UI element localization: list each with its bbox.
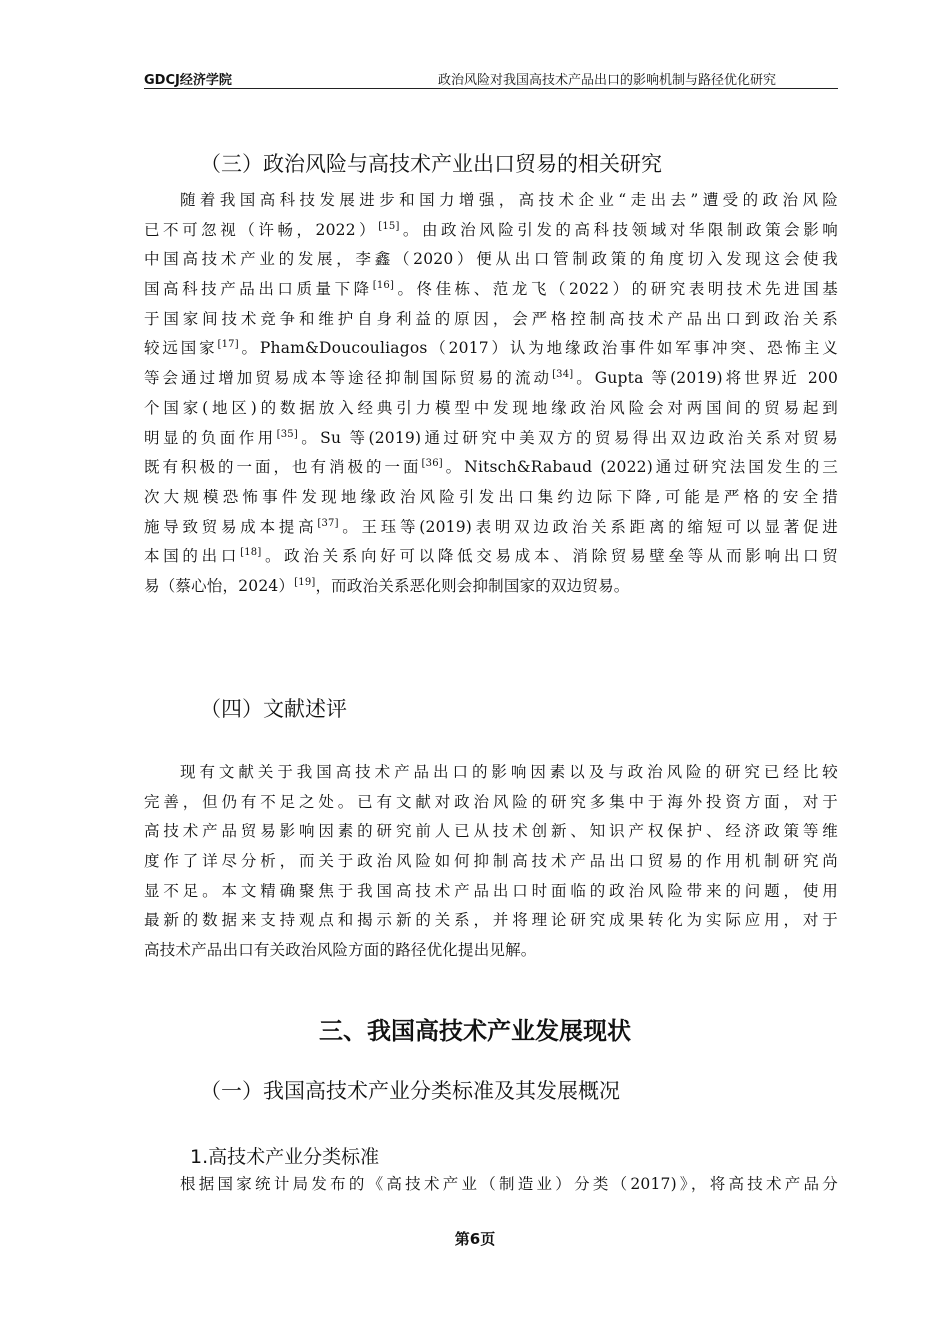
text-line: 最新的数据来支持观点和揭示新的关系，并将理论研究成果转化为实际应用，对于 [144, 911, 838, 930]
text-line [144, 364, 838, 394]
text-line [144, 216, 838, 246]
text-segment: 既有积极的一面，也有消极的一面 [144, 458, 422, 477]
citation-ref: [16] [372, 279, 395, 291]
text-segment: 中国高技术产业的发展，李鑫（2020）便从出口管制政策的角度切入发现这会使我 [144, 250, 838, 269]
text-segment: 。由政治风险引发的高科技领域对华限制政策会影响 [399, 220, 838, 239]
text-segment: 本国的出口 [144, 547, 241, 566]
text-line [144, 513, 838, 543]
text-line: 显不足。本文精确聚焦于我国高技术产品出口时面临的政治风险带来的问题，使用 [144, 881, 838, 900]
citation-ref: [35] [276, 428, 298, 440]
citation-ref: [18] [240, 547, 262, 559]
citation-ref: [15] [378, 220, 400, 232]
citation-ref: [36] [421, 458, 443, 470]
citation-ref: [37] [317, 517, 339, 529]
chapter-3-paragraph [144, 1170, 838, 1200]
text-line [144, 483, 838, 513]
text-segment: 。Nitsch&Rabaud (2022)通过研究法国发生的三 [442, 458, 838, 477]
text-line: 根据国家统计局发布的《高技术产业（制造业）分类（2017)》，将高技术产品分 [180, 1175, 838, 1193]
text-line [144, 245, 838, 275]
text-line [144, 334, 838, 364]
text-segment: 随着我国高科技发展进步和国力增强，高技术企业“走出去”遭受的政治风险 [180, 191, 838, 209]
text-segment: 次大规模恐怖事件发现地缘政治风险引发出口集约边际下降,可能是严格的安全措 [144, 487, 838, 506]
text-segment: 。Pham&Doucouliagos（2017）认为地缘政治事件如军事冲突、恐怖主义 [238, 339, 838, 358]
text-line: 高技术产品贸易影响因素的研究前人已从技术创新、知识产权保护、经济政策等维 [144, 822, 838, 841]
text-line: 现有文献关于我国高技术产品出口的影响因素以及与政治风险的研究已经比较 [180, 763, 838, 781]
text-line [144, 305, 838, 335]
text-line: 度作了详尽分析，而关于政治风险如何抑制高技术产品出口贸易的作用机制研究尚 [144, 852, 838, 871]
section-4-paragraph [144, 758, 838, 966]
citation-ref: [34] [552, 368, 574, 380]
text-line [144, 572, 838, 602]
text-line [144, 542, 838, 572]
text-segment: 。佟佳栋、范龙飞（2022）的研究表明技术先进国基 [394, 280, 838, 299]
text-segment: 。王珏等(2019)表明双边政治关系距离的缩短可以显著促进 [338, 517, 838, 536]
running-header [144, 66, 838, 89]
text-line [144, 394, 838, 424]
text-segment: 。政治关系向好可以降低交易成本、消除贸易壁垒等从而影响出口贸 [261, 547, 838, 566]
text-segment: 等会通过增加贸易成本等途径抑制国际贸易的流动 [144, 369, 553, 388]
text-segment: 于国家间技术竞争和维护自身利益的原因，会严格控制高技术产品出口到政治关系 [144, 309, 838, 328]
text-line: 高技术产品出口有关政治风险方面的路径优化提出见解。 [144, 941, 537, 960]
text-segment: 。Su 等(2019)通过研究中美双方的贸易得出双边政治关系对贸易 [297, 428, 838, 447]
section-3-paragraph [144, 186, 838, 602]
text-line [144, 275, 838, 305]
text-segment: 易（蔡心怡，2024） [144, 576, 295, 595]
section-3-heading: （三）政治风险与高技术产业出口贸易的相关研究 [200, 152, 662, 176]
text-segment: 已不可忽视（许畅，2022） [144, 220, 379, 239]
text-line [144, 186, 838, 216]
chapter-3-heading: 三、我国高技术产业发展现状 [319, 1017, 631, 1045]
text-segment: 较远国家 [144, 339, 218, 358]
chapter-3-subsection-1-1-heading: 1.高技术产业分类标准 [190, 1146, 380, 1168]
text-segment: 国高科技产品出口质量下降 [144, 280, 373, 299]
text-segment: 明显的负面作用 [144, 428, 277, 447]
text-segment: 。Gupta 等(2019)将世界近 200 [573, 369, 838, 388]
text-segment: 施导致贸易成本提高 [144, 517, 318, 536]
header-institution: GDCJ经济学院 [144, 73, 232, 88]
section-4-heading: （四）文献述评 [200, 697, 347, 721]
text-segment: 个国家(地区)的数据放入经典引力模型中发现地缘政治风险会对两国间的贸易起到 [144, 398, 838, 417]
header-thesis-title: 政治风险对我国高技术产品出口的影响机制与路径优化研究 [437, 73, 776, 88]
text-line [144, 453, 838, 483]
text-line: 完善，但仍有不足之处。已有文献对政治风险的研究多集中于海外投资方面，对于 [144, 792, 838, 811]
chapter-3-subsection-1-heading: （一）我国高技术产业分类标准及其发展概况 [200, 1079, 620, 1103]
page-number: 第6页 [454, 1230, 496, 1248]
text-segment: ，而政治关系恶化则会抑制国家的双边贸易。 [315, 576, 630, 595]
citation-ref: [17] [217, 339, 239, 351]
text-line [144, 424, 838, 454]
citation-ref: [19] [294, 576, 316, 588]
